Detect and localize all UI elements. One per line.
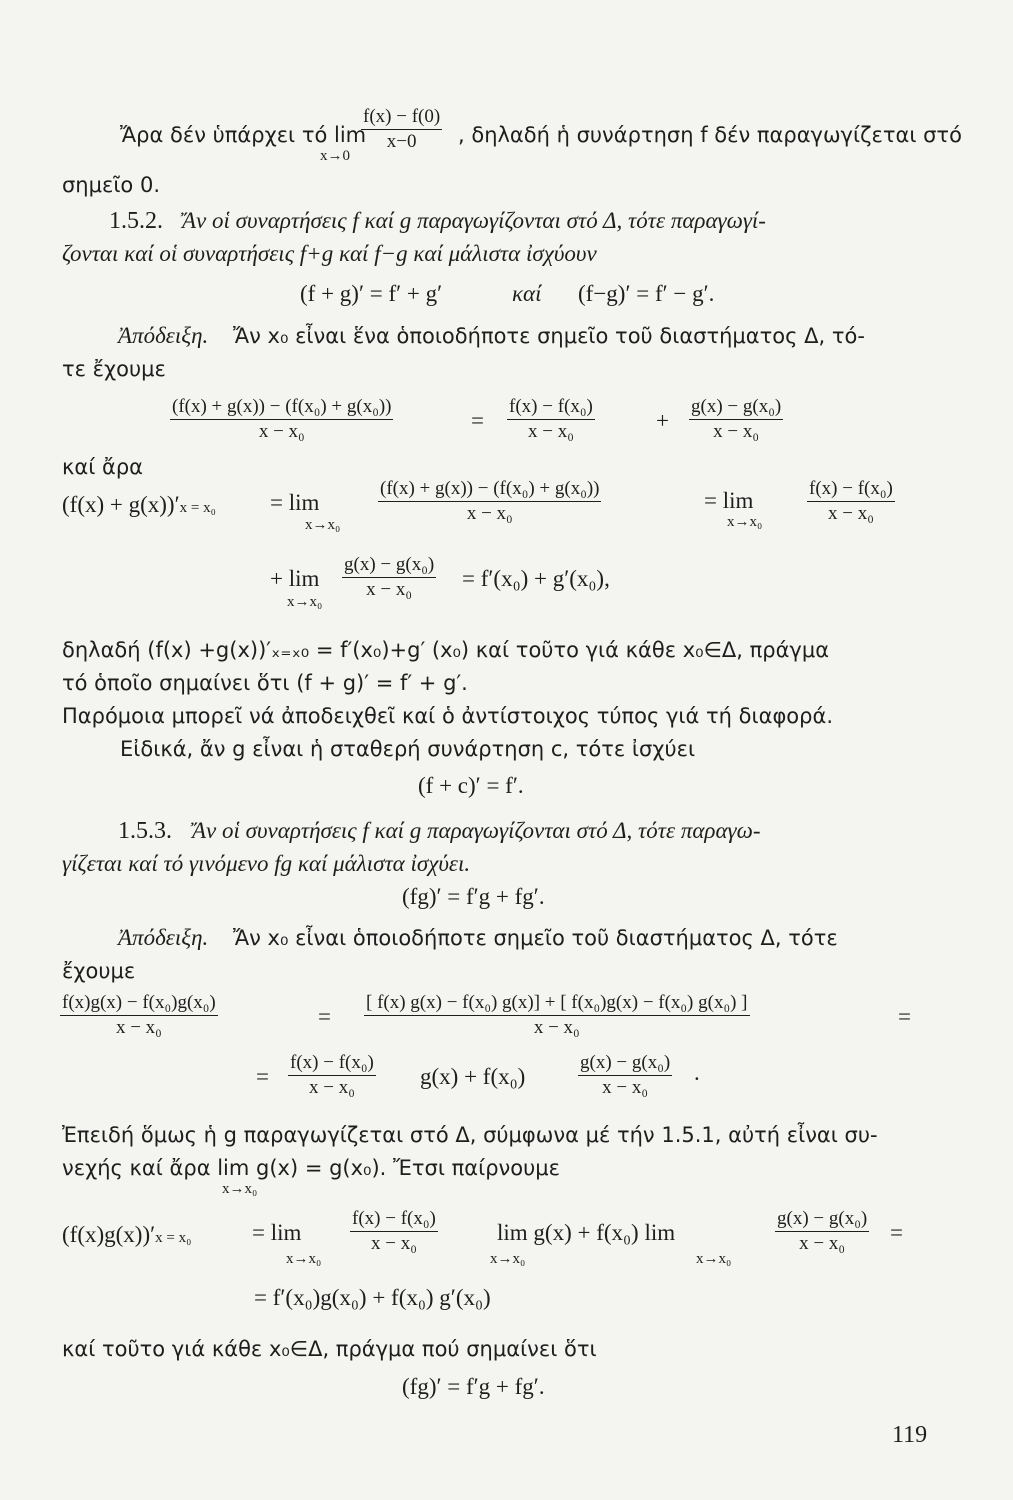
text-line: Παρόμοια μπορεῖ νά ἀποδειχθεῖ καί ὁ ἀντίστοιχος τύπος γιά τή διαφορά. <box>62 704 834 728</box>
text-fragment: Ἄρα δέν ὑπάρχει τό lim <box>120 123 367 147</box>
period: . <box>694 1060 700 1085</box>
fraction <box>507 396 595 443</box>
formula: (f−g)′ = f′ − g′. <box>578 281 715 306</box>
limit-subscript: x→x₀ <box>696 1251 732 1267</box>
numerator: f(x) − f(x₀) <box>807 478 895 502</box>
limit-subscript: x→x₀ <box>287 594 323 610</box>
text-line: ἔχουμε <box>62 959 136 983</box>
fraction <box>689 396 783 443</box>
subscript: x = x₀ <box>179 500 216 516</box>
denominator: x − x₀ <box>370 1233 417 1254</box>
denominator: x − x₀ <box>258 421 305 442</box>
denominator: x − x₀ <box>466 503 513 524</box>
limit-operator: = lim <box>270 490 320 515</box>
numerator: f(x) − f(0) <box>361 106 442 130</box>
formula: (f + g)′ = f′ + g′ <box>300 281 443 306</box>
denominator: x − x₀ <box>602 1077 648 1098</box>
equals-sign: = <box>890 1220 903 1245</box>
denominator: x − x₀ <box>799 1233 845 1254</box>
equals-sign: = <box>256 1064 269 1089</box>
limit-subscript: x→0 <box>320 148 350 164</box>
fraction <box>342 554 436 601</box>
theorem-number: 1.5.3. <box>118 818 172 844</box>
denominator: x−0 <box>386 131 417 152</box>
denominator: x − x₀ <box>827 503 874 524</box>
text-line: Ἄν x₀ εἶναι ὁποιοδήποτε σημεῖο τοῦ διαστήματος Δ, τότε <box>233 926 838 950</box>
theorem-text: ζονται καί οἱ συναρτήσεις f+g καί f−g καί μάλιστα ἰσχύουν <box>62 241 597 266</box>
text-line: Ἐπειδή ὅμως ἡ g παραγωγίζεται στό Δ, σύμφωνα μέ τήν 1.5.1, αὐτή εἶναι συ- <box>62 1123 878 1147</box>
numerator: g(x) − g(x₀) <box>578 1052 672 1076</box>
text-line: καί ἄρα <box>62 455 144 479</box>
text-line <box>120 122 366 148</box>
equals-sign: = <box>318 1004 331 1029</box>
fraction <box>288 1052 376 1099</box>
numerator: g(x) − g(x₀) <box>689 396 783 420</box>
fraction <box>775 1208 869 1255</box>
formula-conjunction: καί <box>512 281 542 306</box>
equals-sign: = <box>471 408 484 433</box>
limit-operator: + lim <box>270 566 320 591</box>
limit-subscript: x→x₀ <box>727 514 763 530</box>
theorem-text: Ἄν οἱ συναρτήσεις f καί g παραγωγίζονται στό Δ, τότε παραγωγί- <box>182 208 766 233</box>
text-line: τε ἔχουμε <box>62 357 166 381</box>
formula-lhs <box>62 1222 191 1248</box>
theorem-text: γίζεται καί τό γινόμενο fg καί μάλιστα ἰσχύει. <box>62 851 471 876</box>
fraction <box>60 992 218 1039</box>
fraction <box>378 478 601 525</box>
numerator: g(x) − g(x₀) <box>342 554 436 578</box>
fraction <box>578 1052 672 1099</box>
page-number: 119 <box>892 1422 928 1448</box>
denominator: x − x₀ <box>713 421 759 442</box>
denominator: x − x₀ <box>366 579 412 600</box>
denominator: x − x₀ <box>308 1077 355 1098</box>
limit-subscript: x→x₀ <box>305 517 341 533</box>
formula-lhs <box>62 492 216 518</box>
denominator: x − x₀ <box>527 421 574 442</box>
limit-subscript: x→x₀ <box>286 1251 322 1267</box>
fraction <box>350 1208 438 1255</box>
formula: (fg)′ = f′g + fg′. <box>402 884 545 909</box>
limit-subscript: x→x₀ <box>490 1251 526 1267</box>
numerator: f(x) − f(x₀) <box>507 396 595 420</box>
numerator: (f(x) + g(x)) − (f(x₀) + g(x₀)) <box>170 396 393 420</box>
text-line: καί τοῦτο γιά κάθε x₀∈Δ, πράγμα πού σημαίνει ὅτι <box>62 1337 597 1361</box>
plus-sign: + <box>656 408 669 433</box>
text-line: νεχής καί ἄρα lim g(x) = g(x₀). Ἔτσι παίρνουμε <box>62 1156 560 1180</box>
formula-rhs: = f′(x₀) + g′(x₀), <box>462 566 610 591</box>
limit-subscript: x→x₀ <box>222 1181 258 1197</box>
fraction <box>170 396 393 443</box>
text-fragment: , δηλαδή ἡ συνάρτηση f δέν παραγωγίζεται στό <box>458 123 962 147</box>
formula-term: (f(x) + g(x))′ <box>62 492 180 517</box>
text-line <box>458 122 962 148</box>
theorem-text: Ἄν οἱ συναρτήσεις f καί g παραγωγίζονται στό Δ, τότε παραγω- <box>192 818 761 843</box>
proof-label: Ἀπόδειξη. <box>118 925 209 950</box>
limit-operator: = lim <box>252 1220 302 1245</box>
proof-label: Ἀπόδειξη. <box>118 323 209 348</box>
formula: (f + c)′ = f′. <box>418 773 524 798</box>
subscript: x = x₀ <box>155 1230 192 1246</box>
text-line: Εἰδικά, ἄν g εἶναι ἡ σταθερή συνάρτηση c, τότε ἰσχύει <box>120 737 696 761</box>
theorem-number: 1.5.2. <box>109 208 163 234</box>
text-line: τό ὁποῖο σημαίνει ὅτι (f + g)′ = f′ + g′. <box>62 671 468 695</box>
denominator: x − x₀ <box>533 1017 580 1038</box>
fraction <box>364 992 750 1039</box>
fraction <box>361 106 442 153</box>
fraction <box>807 478 895 525</box>
formula-term: g(x) + f(x₀) <box>420 1064 526 1089</box>
numerator: f(x)g(x) − f(x₀)g(x₀) <box>60 992 218 1016</box>
text-line: σημεῖο 0. <box>62 173 160 197</box>
numerator: (f(x) + g(x)) − (f(x₀) + g(x₀)) <box>378 478 601 502</box>
limit-operator: = lim <box>704 488 754 513</box>
text-line: δηλαδή (f(x) +g(x))′ₓ₌ₓ₀ = f′(x₀)+g′ (x₀) καί τοῦτο γιά κάθε x₀∈Δ, πράγμα <box>62 638 830 662</box>
formula-term: lim g(x) + f(x₀) lim <box>497 1220 676 1245</box>
numerator: f(x) − f(x₀) <box>288 1052 376 1076</box>
formula: (fg)′ = f′g + fg′. <box>402 1374 545 1399</box>
numerator: f(x) − f(x₀) <box>350 1208 438 1232</box>
numerator: [ f(x) g(x) − f(x₀) g(x)] + [ f(x₀)g(x) − f(x₀) g(x₀) ] <box>364 992 750 1016</box>
equals-sign: = <box>898 1004 911 1029</box>
text-line: Ἄν x₀ εἶναι ἕνα ὁποιοδήποτε σημεῖο τοῦ διαστήματος Δ, τό- <box>233 324 865 348</box>
denominator: x − x₀ <box>115 1017 162 1038</box>
formula: = f′(x₀)g(x₀) + f(x₀) g′(x₀) <box>254 1285 491 1310</box>
numerator: g(x) − g(x₀) <box>775 1208 869 1232</box>
formula-term: (f(x)g(x))′ <box>62 1222 156 1247</box>
